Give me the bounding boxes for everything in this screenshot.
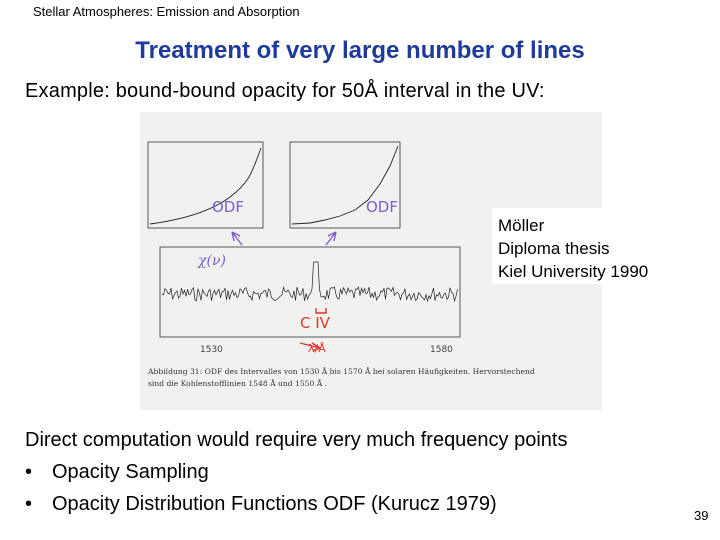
slide-title: Treatment of very large number of lines (135, 37, 585, 64)
kappa-label: χ(ν) (198, 253, 226, 269)
figure-caption-line1: Abbildung 31: ODF des Intervalles von 1530 Å bis 1570 Å bei solaren Häufigkeiten. Hervorstechend (148, 367, 535, 376)
x-label-left: 1530 (200, 345, 223, 355)
bullet-item (25, 456, 567, 488)
bullet-item (25, 488, 567, 520)
body-line: Direct computation would require very much frequency points (25, 429, 568, 451)
lambda-label: λ/Å (308, 342, 326, 355)
figure-credit (492, 208, 682, 284)
credit-author: Möller (498, 216, 545, 235)
figure-caption-line2: sind die Kohlenstofflinien 1548 Å und 1550 Å . (148, 379, 328, 388)
bullet-marker: • (25, 493, 33, 515)
bullet-text: Opacity Sampling (52, 461, 209, 483)
civ-label: C IV (300, 314, 330, 332)
credit-university: Kiel University 1990 (498, 262, 649, 281)
slide-subtitle: Example: bound-bound opacity for 50Å interval in the UV: (25, 80, 545, 102)
slide-body (25, 424, 567, 520)
bullet-marker: • (25, 461, 33, 483)
page-number: 39 (694, 508, 709, 523)
odf-label-right: ODF (366, 198, 398, 216)
x-label-right: 1580 (430, 345, 453, 355)
slide-header: Stellar Atmospheres: Emission and Absorption (33, 4, 300, 19)
credit-thesis: Diploma thesis (498, 239, 610, 258)
bullet-text: Opacity Distribution Functions ODF (Kurucz 1979) (52, 493, 497, 515)
odf-label-left: ODF (212, 198, 244, 216)
